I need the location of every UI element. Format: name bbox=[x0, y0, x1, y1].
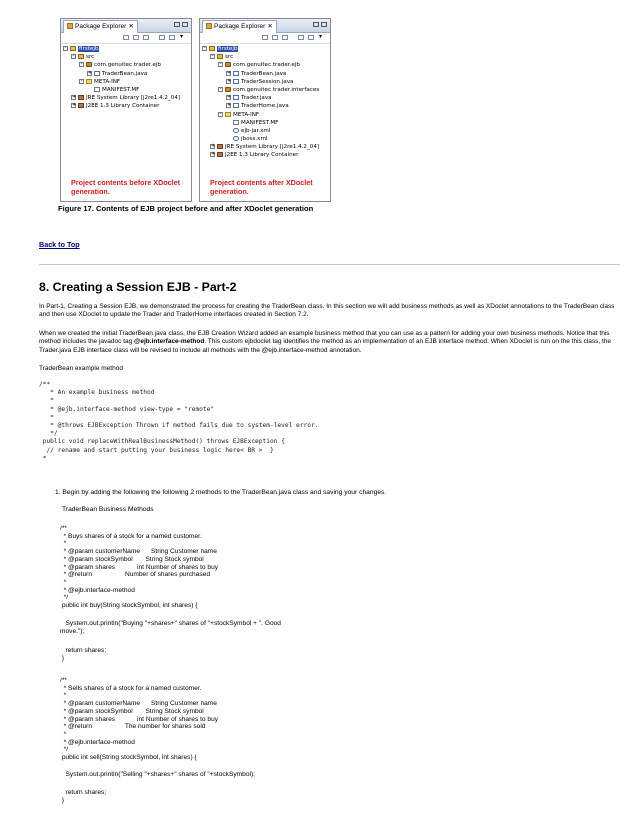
expand-icon[interactable]: + bbox=[88, 69, 93, 76]
tree-node-label: MANIFEST.MF bbox=[102, 86, 140, 93]
step-1-text: 1. Begin by adding the following the following 2 methods to the TraderBean.java class and saving your changes. bbox=[55, 489, 387, 496]
file-icon bbox=[94, 87, 100, 92]
collapse-all-icon[interactable] bbox=[159, 35, 165, 40]
link-editor-icon[interactable] bbox=[169, 35, 175, 40]
tree-node-label: com.genuitec.trader.ejb bbox=[233, 62, 300, 69]
java-icon bbox=[233, 71, 239, 76]
tree-node-label: firstejb bbox=[218, 46, 238, 52]
tree-node[interactable] bbox=[61, 78, 191, 86]
project-tree bbox=[200, 44, 330, 160]
tree-node[interactable] bbox=[61, 70, 191, 78]
up-icon[interactable] bbox=[282, 35, 288, 40]
forward-icon[interactable] bbox=[133, 35, 139, 40]
tree-node[interactable] bbox=[61, 86, 191, 94]
section-divider bbox=[39, 264, 620, 265]
folder-icon bbox=[225, 112, 231, 117]
tab-package-explorer[interactable]: Package Explorer ✕ bbox=[202, 20, 277, 33]
expand-icon[interactable]: + bbox=[227, 77, 232, 84]
tree-node-label: J2EE 1.3 Library Container bbox=[225, 152, 299, 159]
tree-node[interactable] bbox=[61, 53, 191, 61]
expand-icon[interactable]: + bbox=[72, 102, 77, 109]
tree-node-label: MANIFEST.MF bbox=[241, 119, 279, 126]
close-icon[interactable]: ✕ bbox=[267, 23, 273, 30]
java-icon bbox=[233, 79, 239, 84]
collapse-icon[interactable]: - bbox=[219, 85, 222, 92]
tree-node[interactable] bbox=[200, 119, 330, 127]
tree-node[interactable] bbox=[200, 86, 330, 94]
java-icon bbox=[94, 71, 100, 76]
expand-icon[interactable]: + bbox=[211, 151, 216, 158]
collapse-icon[interactable]: - bbox=[72, 53, 75, 60]
package-explorer-after bbox=[199, 18, 331, 202]
tree-node[interactable] bbox=[200, 127, 330, 135]
sell-method-code: /** * Sells shares of a stock for a named customer. * * @param customerName String Customer name * @param stockSymbol String Stock symbol * @param shares int Number of shares to buy * @return The number for shares sold * * @ejb.interface-method */ public int sell(String stockSymbol, int shares) { bbox=[60, 677, 219, 762]
collapse-icon[interactable]: - bbox=[211, 53, 214, 60]
java-icon bbox=[233, 95, 239, 100]
view-menu-icon[interactable]: ▾ bbox=[319, 34, 323, 40]
pkg-icon bbox=[86, 62, 92, 67]
sell-method-return: return shares; } bbox=[61, 789, 107, 804]
tree-node[interactable] bbox=[200, 94, 330, 102]
view-toolbar bbox=[200, 33, 330, 44]
tree-node-label: src bbox=[86, 54, 95, 61]
tree-node-label: J2EE 1.3 Library Container bbox=[86, 103, 160, 110]
xml-icon bbox=[233, 136, 239, 141]
tree-node-label: ejb-jar.xml bbox=[241, 127, 271, 134]
tree-node-label: TraderSession.java bbox=[241, 78, 294, 85]
tree-node-label: TraderBean.java bbox=[241, 70, 287, 77]
tree-node-label: com.genuitec.trader.ejb bbox=[94, 62, 161, 69]
figure-caption: Figure 17. Contents of EJB project before and after XDoclet generation bbox=[58, 204, 314, 213]
expand-icon[interactable]: + bbox=[211, 143, 216, 150]
intro-paragraph: In Part-1, Creating a Session EJB, we demonstrated the process for creating the TraderBean class. In this section we will add business methods as well as XDoclet annotations to the TraderBean class and then use XDoclet to update the Trader and TraderHome interfaces created in Section 7.2. bbox=[39, 303, 615, 319]
figure-caption-before: Project contents before XDoclet generation. bbox=[71, 178, 181, 196]
expand-icon[interactable]: + bbox=[72, 94, 77, 101]
src-icon bbox=[217, 54, 223, 59]
project-tree bbox=[61, 44, 191, 111]
tree-node[interactable] bbox=[200, 151, 330, 159]
buy-method-code: /** * Buys shares of a stock for a named customer. * * @param customerName String Customer name * @param stockSymbol String Stock symbol * @param shares int Number of shares to buy * @return Number of shares purchased * * @ejb.interface-method */ public int buy(String stockSymbol, int shares) { bbox=[60, 525, 219, 610]
section-title: 8. Creating a Session EJB - Part-2 bbox=[39, 280, 237, 294]
tree-node[interactable] bbox=[61, 102, 191, 110]
collapse-icon[interactable]: - bbox=[64, 45, 67, 51]
tree-node[interactable] bbox=[200, 45, 330, 53]
pkg-icon bbox=[225, 87, 231, 92]
collapse-icon[interactable]: - bbox=[219, 110, 222, 117]
figure-caption-after: Project contents after XDoclet generation. bbox=[210, 178, 313, 196]
minimize-icon[interactable] bbox=[313, 22, 319, 27]
java-icon bbox=[233, 103, 239, 108]
tree-node[interactable] bbox=[200, 135, 330, 143]
tree-node[interactable] bbox=[61, 94, 191, 102]
collapse-icon[interactable]: - bbox=[80, 61, 83, 68]
tree-node[interactable] bbox=[200, 143, 330, 151]
sell-method-println: System.out.println("Selling "+shares+" shares of "+stockSymbol); bbox=[60, 771, 255, 778]
xml-icon bbox=[233, 128, 239, 133]
expand-icon[interactable]: + bbox=[227, 94, 232, 101]
tree-node[interactable] bbox=[200, 102, 330, 110]
file-icon bbox=[233, 120, 239, 125]
src-icon bbox=[78, 54, 84, 59]
buy-method-return: return shares; } bbox=[61, 647, 107, 662]
tree-node-label: TraderBean.java bbox=[102, 70, 148, 77]
tree-node-label: jboss.xml bbox=[241, 136, 268, 143]
back-icon[interactable] bbox=[123, 35, 129, 40]
tree-node[interactable] bbox=[200, 70, 330, 78]
lib-icon bbox=[217, 144, 223, 149]
close-icon[interactable]: ✕ bbox=[128, 23, 134, 30]
back-to-top-link[interactable]: Back to Top bbox=[39, 240, 80, 249]
collapse-all-icon[interactable] bbox=[298, 35, 304, 40]
tree-node-label: firstejb bbox=[79, 46, 99, 52]
view-title-bar bbox=[200, 19, 330, 33]
proj-icon bbox=[209, 46, 215, 51]
tree-node[interactable] bbox=[61, 61, 191, 69]
tree-node[interactable] bbox=[200, 78, 330, 86]
collapse-icon[interactable]: - bbox=[219, 61, 222, 68]
business-methods-label: TraderBean Business Methods bbox=[62, 506, 154, 513]
tree-node-label: src bbox=[225, 54, 234, 61]
collapse-icon[interactable]: - bbox=[203, 45, 206, 51]
lib-icon bbox=[78, 103, 84, 108]
up-icon[interactable] bbox=[143, 35, 149, 40]
tree-node-label: META-INF bbox=[233, 111, 260, 118]
view-toolbar bbox=[61, 33, 191, 44]
collapse-icon[interactable]: - bbox=[80, 77, 83, 84]
expand-icon[interactable]: + bbox=[227, 102, 232, 109]
tree-spacer bbox=[226, 128, 231, 133]
tree-node[interactable] bbox=[61, 45, 191, 53]
tree-node-label: JRE System Library [j2re1.4.2_04] bbox=[86, 95, 181, 102]
tree-node-label: Trader.java bbox=[241, 95, 272, 102]
example-code-block: /** * An example business method * * @ejb.interface-method view-type = "remote" * * @throws EJBException Thrown if method fails due to system-level error. */ public void replaceWithRealBusinessMethod() throws EJBException { // rename and start putting your business logic here< BR > } * bbox=[39, 381, 319, 462]
link-editor-icon[interactable] bbox=[308, 35, 314, 40]
tree-node[interactable] bbox=[200, 61, 330, 69]
lib-icon bbox=[217, 152, 223, 157]
maximize-icon[interactable] bbox=[321, 22, 327, 27]
tree-node[interactable] bbox=[200, 53, 330, 61]
tree-spacer bbox=[87, 87, 92, 92]
minimize-icon[interactable] bbox=[174, 22, 180, 27]
tree-spacer bbox=[226, 120, 231, 125]
package-explorer-icon bbox=[206, 23, 212, 29]
package-explorer-before bbox=[60, 18, 192, 202]
wizard-paragraph: When we created the initial TraderBean.java class, the EJB Creation Wizard added an example business method that you can use as a pattern for adding your own business methods. Notice that this method includes the javadoc tag @ejb.interface-method. This custom ejbdoclet tag identifies the method as an implementation of an EJB interface method. When XDoclet is run on the this class, the Trader.java EJB interface class will be revised to include all methods with the @ejb.interface-method annotation. bbox=[39, 330, 612, 354]
tree-node[interactable] bbox=[200, 111, 330, 119]
back-icon[interactable] bbox=[262, 35, 268, 40]
example-method-label: TraderBean example method bbox=[39, 365, 123, 372]
tree-node-label: TraderHome.java bbox=[241, 103, 289, 110]
tree-node-label: META-INF bbox=[94, 78, 121, 85]
maximize-icon[interactable] bbox=[182, 22, 188, 27]
forward-icon[interactable] bbox=[272, 35, 278, 40]
tab-package-explorer[interactable]: Package Explorer ✕ bbox=[63, 20, 138, 33]
view-title-bar bbox=[61, 19, 191, 33]
tree-node-label: JRE System Library [j2re1.4.2_04] bbox=[225, 144, 320, 151]
buy-method-println: System.out.println("Buying "+shares+" shares of "+stockSymbol + ". Good move."); bbox=[60, 620, 281, 635]
view-menu-icon[interactable]: ▾ bbox=[180, 34, 184, 40]
tree-node-label: com.genuitec.trader.interfaces bbox=[233, 86, 320, 93]
pkg-icon bbox=[225, 62, 231, 67]
folder-icon bbox=[86, 79, 92, 84]
proj-icon bbox=[70, 46, 76, 51]
package-explorer-icon bbox=[67, 23, 73, 29]
expand-icon[interactable]: + bbox=[227, 69, 232, 76]
lib-icon bbox=[78, 95, 84, 100]
tree-spacer bbox=[226, 136, 231, 141]
